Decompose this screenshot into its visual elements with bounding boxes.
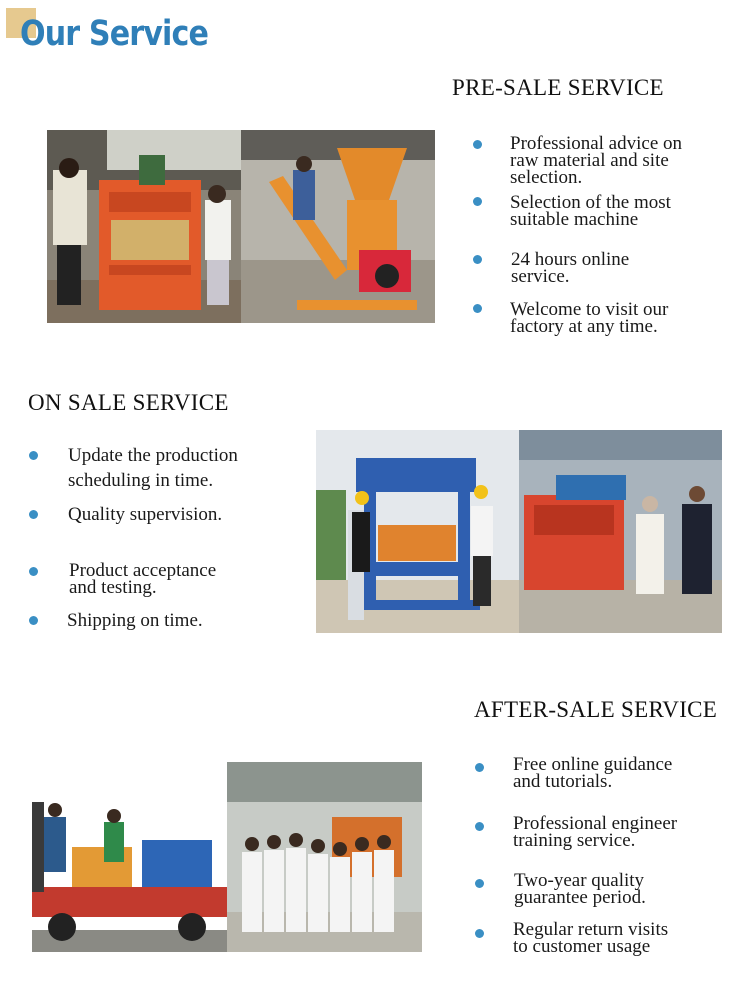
list-item-text: Professional advice on raw material and site selection. — [510, 133, 683, 188]
list-item-text: Professional engineer training service. — [513, 813, 678, 851]
bullet-dot-icon — [475, 822, 484, 831]
bullet-dot-icon — [475, 763, 484, 772]
bullet-dot-icon — [29, 510, 38, 519]
after-sale-heading: AFTER-SALE SERVICE — [474, 697, 718, 722]
list-item-text: Free online guidance and tutorials. — [513, 754, 673, 792]
bullet-dot-icon — [475, 879, 484, 888]
bullet-dot-icon — [29, 616, 38, 625]
list-item-text: Product acceptance and testing. — [69, 560, 217, 598]
list-item-text: Shipping on time. — [67, 610, 203, 631]
page-title: Our Service — [20, 14, 209, 54]
list-item-text: Selection of the most suitable machine — [510, 192, 671, 230]
list-item-text: Welcome to visit our factory at any time. — [510, 299, 669, 337]
list-item-text: Regular return visits to customer usage — [513, 919, 669, 957]
list-item-text: Quality supervision. — [68, 504, 223, 525]
after-sale-photo — [32, 762, 422, 952]
pre-sale-heading: PRE-SALE SERVICE — [452, 75, 664, 100]
on-sale-list — [29, 0, 309, 640]
list-item-text: 24 hours online service. — [511, 249, 630, 287]
after-sale-list — [475, 0, 745, 970]
bullet-dot-icon — [29, 567, 38, 576]
list-item-text: Two-year quality guarantee period. — [514, 870, 646, 908]
on-sale-heading: ON SALE SERVICE — [28, 390, 229, 415]
list-item-text: Update the production scheduling in time. — [68, 445, 238, 491]
bullet-dot-icon — [475, 929, 484, 938]
bullet-dot-icon — [29, 451, 38, 460]
